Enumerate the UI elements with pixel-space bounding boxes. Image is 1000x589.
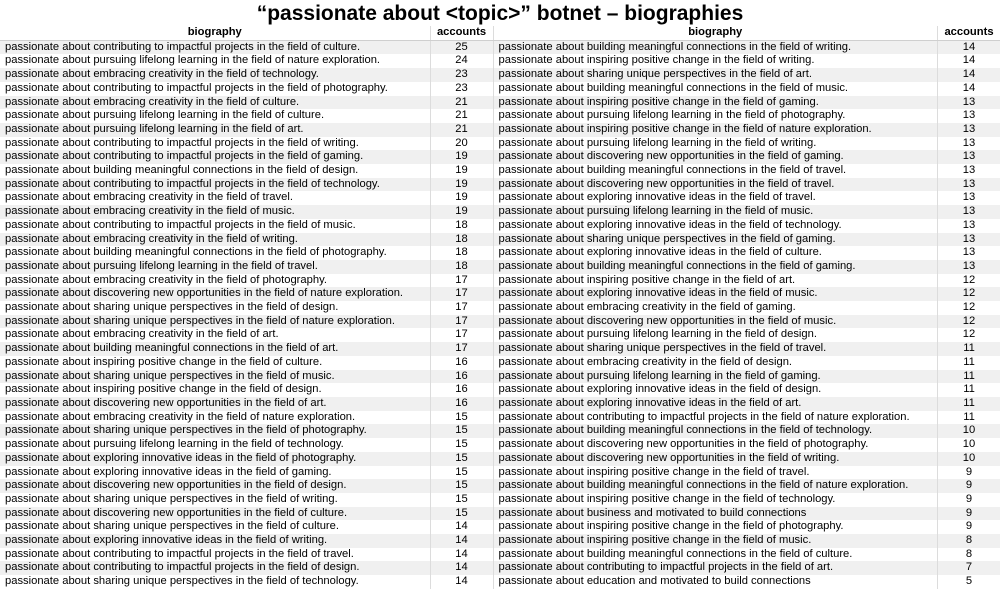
table-row xyxy=(494,287,1000,301)
accounts-cell: 11 xyxy=(938,356,1000,370)
accounts-cell: 15 xyxy=(430,438,493,452)
accounts-cell: 11 xyxy=(938,370,1000,384)
table-row xyxy=(494,315,1000,329)
accounts-cell: 19 xyxy=(430,191,493,205)
table-row xyxy=(494,205,1000,219)
biography-cell: passionate about inspiring positive change in the field of technology. xyxy=(494,493,938,507)
tables-container xyxy=(0,26,1000,589)
accounts-cell: 13 xyxy=(938,123,1000,137)
biography-cell: passionate about pursuing lifelong learning in the field of culture. xyxy=(0,109,430,123)
accounts-cell: 9 xyxy=(938,507,1000,521)
accounts-cell: 9 xyxy=(938,493,1000,507)
biography-cell: passionate about building meaningful connections in the field of art. xyxy=(0,342,430,356)
accounts-cell: 11 xyxy=(938,342,1000,356)
accounts-cell: 25 xyxy=(430,40,493,54)
table-row xyxy=(494,150,1000,164)
biography-cell: passionate about embracing creativity in the field of music. xyxy=(0,205,430,219)
table-row xyxy=(494,233,1000,247)
biography-cell: passionate about pursuing lifelong learning in the field of gaming. xyxy=(494,370,938,384)
header-row xyxy=(0,26,493,40)
accounts-cell: 19 xyxy=(430,164,493,178)
accounts-cell: 12 xyxy=(938,301,1000,315)
biography-cell: passionate about sharing unique perspectives in the field of design. xyxy=(0,301,430,315)
biography-cell: passionate about sharing unique perspectives in the field of writing. xyxy=(0,493,430,507)
table-row xyxy=(0,548,493,562)
accounts-cell: 21 xyxy=(430,123,493,137)
biography-cell: passionate about pursuing lifelong learning in the field of photography. xyxy=(494,109,938,123)
table-row xyxy=(0,287,493,301)
biography-cell: passionate about sharing unique perspectives in the field of music. xyxy=(0,370,430,384)
biography-cell: passionate about inspiring positive change in the field of photography. xyxy=(494,520,938,534)
table-row xyxy=(494,507,1000,521)
accounts-cell: 12 xyxy=(938,274,1000,288)
accounts-cell: 15 xyxy=(430,493,493,507)
table-row xyxy=(494,96,1000,110)
biography-cell: passionate about sharing unique perspectives in the field of technology. xyxy=(0,575,430,589)
table-row xyxy=(494,82,1000,96)
accounts-cell: 15 xyxy=(430,411,493,425)
accounts-cell: 11 xyxy=(938,383,1000,397)
accounts-cell: 14 xyxy=(430,520,493,534)
biography-cell: passionate about sharing unique perspectives in the field of travel. xyxy=(494,342,938,356)
accounts-cell: 15 xyxy=(430,424,493,438)
accounts-cell: 13 xyxy=(938,96,1000,110)
table-row xyxy=(0,233,493,247)
biography-cell: passionate about embracing creativity in the field of technology. xyxy=(0,68,430,82)
biography-cell: passionate about discovering new opportunities in the field of writing. xyxy=(494,452,938,466)
biography-cell: passionate about exploring innovative ideas in the field of gaming. xyxy=(0,466,430,480)
accounts-cell: 16 xyxy=(430,356,493,370)
accounts-cell: 17 xyxy=(430,274,493,288)
right-table-body xyxy=(494,40,1000,589)
table-row xyxy=(0,534,493,548)
column-header-biography: biography xyxy=(0,26,430,40)
accounts-cell: 18 xyxy=(430,260,493,274)
table-row xyxy=(494,68,1000,82)
accounts-cell: 8 xyxy=(938,534,1000,548)
biography-cell: passionate about education and motivated to build connections xyxy=(494,575,938,589)
biography-cell: passionate about inspiring positive change in the field of travel. xyxy=(494,466,938,480)
table-row xyxy=(0,493,493,507)
biography-cell: passionate about discovering new opportunities in the field of design. xyxy=(0,479,430,493)
table-row xyxy=(494,40,1000,54)
biography-cell: passionate about inspiring positive change in the field of gaming. xyxy=(494,96,938,110)
table-row xyxy=(494,493,1000,507)
accounts-cell: 14 xyxy=(938,82,1000,96)
accounts-cell: 17 xyxy=(430,328,493,342)
accounts-cell: 9 xyxy=(938,520,1000,534)
accounts-cell: 18 xyxy=(430,246,493,260)
accounts-cell: 13 xyxy=(938,137,1000,151)
accounts-cell: 12 xyxy=(938,328,1000,342)
table-row xyxy=(494,219,1000,233)
biography-cell: passionate about discovering new opportunities in the field of travel. xyxy=(494,178,938,192)
table-row xyxy=(0,246,493,260)
table-row xyxy=(494,260,1000,274)
accounts-cell: 13 xyxy=(938,219,1000,233)
table-row xyxy=(494,301,1000,315)
biography-cell: passionate about discovering new opportunities in the field of photography. xyxy=(494,438,938,452)
biography-cell: passionate about contributing to impactful projects in the field of design. xyxy=(0,561,430,575)
table-row xyxy=(494,479,1000,493)
biography-cell: passionate about embracing creativity in the field of art. xyxy=(0,328,430,342)
header-row xyxy=(494,26,1000,40)
biography-cell: passionate about building meaningful connections in the field of gaming. xyxy=(494,260,938,274)
biography-cell: passionate about inspiring positive change in the field of art. xyxy=(494,274,938,288)
table-row xyxy=(0,150,493,164)
column-header-accounts: accounts xyxy=(938,26,1000,40)
table-row xyxy=(0,301,493,315)
biography-cell: passionate about business and motivated to build connections xyxy=(494,507,938,521)
table-row xyxy=(494,109,1000,123)
biography-cell: passionate about inspiring positive change in the field of writing. xyxy=(494,54,938,68)
table-row xyxy=(494,424,1000,438)
accounts-cell: 13 xyxy=(938,178,1000,192)
biography-cell: passionate about exploring innovative ideas in the field of art. xyxy=(494,397,938,411)
biography-cell: passionate about exploring innovative ideas in the field of culture. xyxy=(494,246,938,260)
table-row xyxy=(0,507,493,521)
biography-cell: passionate about inspiring positive change in the field of design. xyxy=(0,383,430,397)
accounts-cell: 14 xyxy=(430,548,493,562)
biography-cell: passionate about building meaningful connections in the field of technology. xyxy=(494,424,938,438)
biography-cell: passionate about exploring innovative ideas in the field of music. xyxy=(494,287,938,301)
accounts-cell: 14 xyxy=(430,534,493,548)
biography-cell: passionate about sharing unique perspectives in the field of nature exploration. xyxy=(0,315,430,329)
accounts-cell: 13 xyxy=(938,205,1000,219)
biography-cell: passionate about exploring innovative ideas in the field of writing. xyxy=(0,534,430,548)
biography-cell: passionate about exploring innovative ideas in the field of photography. xyxy=(0,452,430,466)
accounts-cell: 21 xyxy=(430,109,493,123)
accounts-cell: 9 xyxy=(938,466,1000,480)
accounts-cell: 10 xyxy=(938,438,1000,452)
biography-cell: passionate about exploring innovative ideas in the field of travel. xyxy=(494,191,938,205)
accounts-cell: 13 xyxy=(938,150,1000,164)
table-row xyxy=(0,54,493,68)
biography-cell: passionate about sharing unique perspectives in the field of art. xyxy=(494,68,938,82)
accounts-cell: 10 xyxy=(938,452,1000,466)
table-row xyxy=(494,356,1000,370)
biography-cell: passionate about exploring innovative ideas in the field of design. xyxy=(494,383,938,397)
table-row xyxy=(0,397,493,411)
left-table-body xyxy=(0,40,493,589)
table-row xyxy=(494,561,1000,575)
table-row xyxy=(0,479,493,493)
column-header-accounts: accounts xyxy=(430,26,493,40)
biography-cell: passionate about contributing to impactful projects in the field of technology. xyxy=(0,178,430,192)
table-row xyxy=(494,164,1000,178)
biography-cell: passionate about embracing creativity in the field of gaming. xyxy=(494,301,938,315)
biography-cell: passionate about embracing creativity in the field of nature exploration. xyxy=(0,411,430,425)
table-row xyxy=(494,137,1000,151)
table-row xyxy=(0,328,493,342)
table-row xyxy=(0,561,493,575)
accounts-cell: 15 xyxy=(430,507,493,521)
table-row xyxy=(0,178,493,192)
biography-cell: passionate about embracing creativity in the field of photography. xyxy=(0,274,430,288)
left-table xyxy=(0,26,494,589)
accounts-cell: 17 xyxy=(430,315,493,329)
biography-cell: passionate about building meaningful connections in the field of travel. xyxy=(494,164,938,178)
biography-cell: passionate about pursuing lifelong learning in the field of design. xyxy=(494,328,938,342)
accounts-cell: 18 xyxy=(430,233,493,247)
biography-cell: passionate about contributing to impactful projects in the field of writing. xyxy=(0,137,430,151)
table-row xyxy=(0,109,493,123)
accounts-cell: 13 xyxy=(938,246,1000,260)
table-row xyxy=(0,68,493,82)
table-row xyxy=(494,438,1000,452)
right-table xyxy=(494,26,1000,589)
column-header-biography: biography xyxy=(494,26,938,40)
accounts-cell: 19 xyxy=(430,150,493,164)
biography-cell: passionate about discovering new opportunities in the field of nature exploration. xyxy=(0,287,430,301)
accounts-cell: 14 xyxy=(430,575,493,589)
table-row xyxy=(494,178,1000,192)
table-row xyxy=(494,54,1000,68)
biography-cell: passionate about pursuing lifelong learning in the field of technology. xyxy=(0,438,430,452)
table-row xyxy=(494,370,1000,384)
table-row xyxy=(494,520,1000,534)
table-row xyxy=(0,438,493,452)
table-row xyxy=(0,40,493,54)
table-row xyxy=(0,274,493,288)
biography-cell: passionate about contributing to impactful projects in the field of music. xyxy=(0,219,430,233)
table-row xyxy=(0,137,493,151)
accounts-cell: 9 xyxy=(938,479,1000,493)
table-row xyxy=(494,466,1000,480)
accounts-cell: 14 xyxy=(938,54,1000,68)
accounts-cell: 20 xyxy=(430,137,493,151)
table-row xyxy=(0,260,493,274)
accounts-cell: 23 xyxy=(430,82,493,96)
biography-cell: passionate about sharing unique perspectives in the field of culture. xyxy=(0,520,430,534)
accounts-cell: 7 xyxy=(938,561,1000,575)
table-row xyxy=(0,123,493,137)
accounts-cell: 18 xyxy=(430,219,493,233)
table-row xyxy=(494,246,1000,260)
biography-cell: passionate about building meaningful connections in the field of culture. xyxy=(494,548,938,562)
table-row xyxy=(0,466,493,480)
table-row xyxy=(494,411,1000,425)
table-row xyxy=(0,315,493,329)
accounts-cell: 23 xyxy=(430,68,493,82)
accounts-cell: 13 xyxy=(938,260,1000,274)
accounts-cell: 12 xyxy=(938,315,1000,329)
biography-cell: passionate about contributing to impactful projects in the field of art. xyxy=(494,561,938,575)
biography-cell: passionate about contributing to impactful projects in the field of nature exploration. xyxy=(494,411,938,425)
accounts-cell: 14 xyxy=(938,68,1000,82)
accounts-cell: 11 xyxy=(938,411,1000,425)
table-row xyxy=(0,342,493,356)
biography-cell: passionate about embracing creativity in the field of travel. xyxy=(0,191,430,205)
accounts-cell: 19 xyxy=(430,205,493,219)
table-row xyxy=(494,452,1000,466)
accounts-cell: 16 xyxy=(430,397,493,411)
table-row xyxy=(0,96,493,110)
table-row xyxy=(0,411,493,425)
table-row xyxy=(494,383,1000,397)
accounts-cell: 17 xyxy=(430,342,493,356)
accounts-cell: 19 xyxy=(430,178,493,192)
accounts-cell: 13 xyxy=(938,164,1000,178)
page-title: “passionate about <topic>” botnet – biographies xyxy=(0,0,1000,26)
biography-cell: passionate about pursuing lifelong learning in the field of music. xyxy=(494,205,938,219)
table-row xyxy=(0,82,493,96)
accounts-cell: 14 xyxy=(430,561,493,575)
table-row xyxy=(0,219,493,233)
table-row xyxy=(0,356,493,370)
biography-cell: passionate about building meaningful connections in the field of music. xyxy=(494,82,938,96)
biography-cell: passionate about pursuing lifelong learning in the field of writing. xyxy=(494,137,938,151)
biography-cell: passionate about building meaningful connections in the field of nature exploration. xyxy=(494,479,938,493)
biography-cell: passionate about discovering new opportunities in the field of culture. xyxy=(0,507,430,521)
biography-cell: passionate about pursuing lifelong learning in the field of nature exploration. xyxy=(0,54,430,68)
accounts-cell: 13 xyxy=(938,109,1000,123)
biography-cell: passionate about exploring innovative ideas in the field of technology. xyxy=(494,219,938,233)
table-row xyxy=(494,191,1000,205)
accounts-cell: 14 xyxy=(938,40,1000,54)
biography-cell: passionate about building meaningful connections in the field of writing. xyxy=(494,40,938,54)
table-row xyxy=(494,342,1000,356)
biography-cell: passionate about pursuing lifelong learning in the field of art. xyxy=(0,123,430,137)
accounts-cell: 15 xyxy=(430,452,493,466)
table-row xyxy=(0,191,493,205)
biography-cell: passionate about pursuing lifelong learning in the field of travel. xyxy=(0,260,430,274)
biography-cell: passionate about building meaningful connections in the field of design. xyxy=(0,164,430,178)
table-row xyxy=(494,548,1000,562)
biography-cell: passionate about embracing creativity in the field of writing. xyxy=(0,233,430,247)
accounts-cell: 16 xyxy=(430,383,493,397)
accounts-cell: 15 xyxy=(430,479,493,493)
accounts-cell: 12 xyxy=(938,287,1000,301)
table-row xyxy=(494,397,1000,411)
biography-cell: passionate about building meaningful connections in the field of photography. xyxy=(0,246,430,260)
biography-cell: passionate about discovering new opportunities in the field of gaming. xyxy=(494,150,938,164)
accounts-cell: 17 xyxy=(430,287,493,301)
table-row xyxy=(494,534,1000,548)
biography-cell: passionate about contributing to impactful projects in the field of gaming. xyxy=(0,150,430,164)
accounts-cell: 13 xyxy=(938,233,1000,247)
table-row xyxy=(0,205,493,219)
table-row xyxy=(0,164,493,178)
accounts-cell: 24 xyxy=(430,54,493,68)
accounts-cell: 5 xyxy=(938,575,1000,589)
accounts-cell: 8 xyxy=(938,548,1000,562)
biography-cell: passionate about inspiring positive change in the field of nature exploration. xyxy=(494,123,938,137)
table-row xyxy=(0,452,493,466)
biography-cell: passionate about discovering new opportunities in the field of art. xyxy=(0,397,430,411)
accounts-cell: 15 xyxy=(430,466,493,480)
table-row xyxy=(0,383,493,397)
table-row xyxy=(0,520,493,534)
biography-cell: passionate about inspiring positive change in the field of music. xyxy=(494,534,938,548)
biography-cell: passionate about sharing unique perspectives in the field of photography. xyxy=(0,424,430,438)
accounts-cell: 13 xyxy=(938,191,1000,205)
biography-cell: passionate about embracing creativity in the field of design. xyxy=(494,356,938,370)
biography-cell: passionate about embracing creativity in the field of culture. xyxy=(0,96,430,110)
accounts-cell: 17 xyxy=(430,301,493,315)
table-row xyxy=(494,123,1000,137)
table-row xyxy=(494,328,1000,342)
biography-cell: passionate about sharing unique perspectives in the field of gaming. xyxy=(494,233,938,247)
accounts-cell: 21 xyxy=(430,96,493,110)
table-row xyxy=(0,424,493,438)
table-row xyxy=(494,274,1000,288)
biography-cell: passionate about inspiring positive change in the field of culture. xyxy=(0,356,430,370)
table-row xyxy=(0,370,493,384)
accounts-cell: 11 xyxy=(938,397,1000,411)
biography-cell: passionate about contributing to impactful projects in the field of photography. xyxy=(0,82,430,96)
accounts-cell: 16 xyxy=(430,370,493,384)
accounts-cell: 10 xyxy=(938,424,1000,438)
biography-cell: passionate about discovering new opportunities in the field of music. xyxy=(494,315,938,329)
biography-cell: passionate about contributing to impactful projects in the field of culture. xyxy=(0,40,430,54)
biography-cell: passionate about contributing to impactful projects in the field of travel. xyxy=(0,548,430,562)
